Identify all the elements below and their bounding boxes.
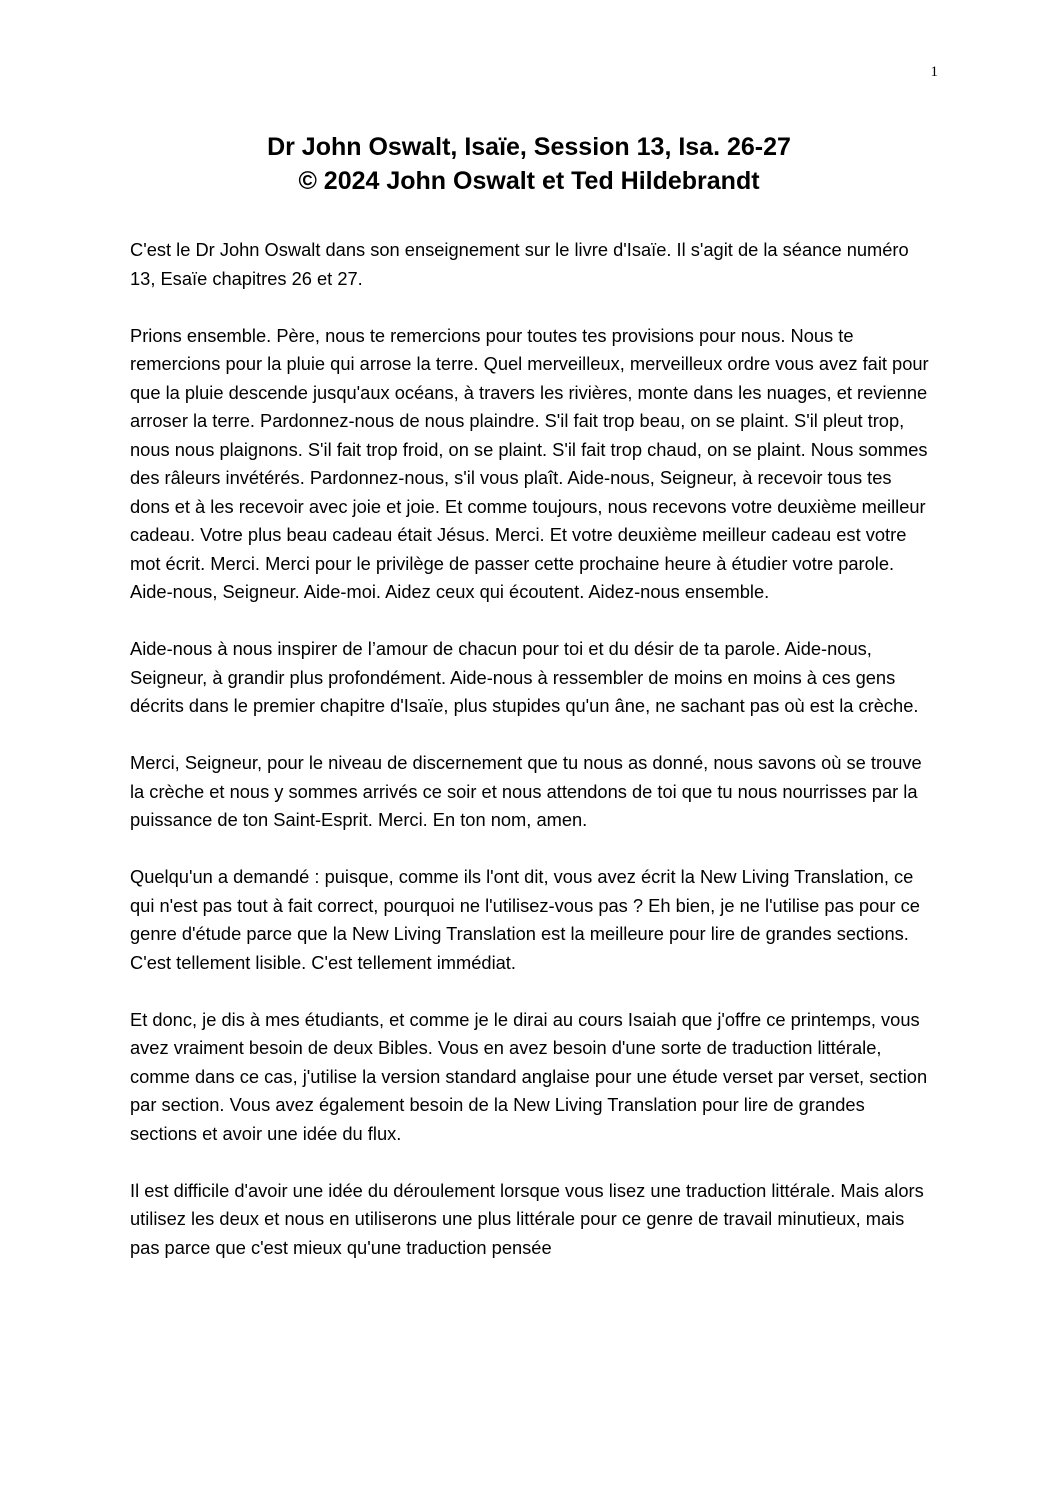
paragraph-3: Aide-nous à nous inspirer de l’amour de chacun pour toi et du désir de ta parole. Aide-nous, Seigneur, à grandir plus profondément. Aide-nous à ressembler de moins en moins à ces gens décrits dans le premier chapitre d'Isaïe, plus stupides qu'un âne, ne sachant pas où est la crèche. — [130, 638, 919, 716]
document-title — [0, 130, 1058, 198]
paragraph-6: Et donc, je dis à mes étudiants, et comme je le dirai au cours Isaiah que j'offre ce printemps, vous avez vraiment besoin de deux Bibles. Vous en avez besoin d'une sorte de traduction littérale, comme dans ce cas, j'utilise la version standard anglaise pour une étude verset par verset, section par section. Vous avez également besoin de la New Living Translation pour lire de grandes sections et avoir une idée du flux. — [130, 1008, 928, 1144]
page-number: 1 — [930, 64, 938, 80]
paragraph-5: Quelqu'un a demandé : puisque, comme ils l'ont dit, vous avez écrit la New Living Translation, ce qui n'est pas tout à fait correct, pourquoi ne l'utilisez-vous pas ? Eh bien, je ne l'utilise pas pour ce genre d'étude parce que la New Living Translation est la meilleure pour lire de grandes sections. C'est tellement lisible. C'est tellement immédiat. — [130, 866, 920, 973]
paragraph-2: Prions ensemble. Père, nous te remercions pour toutes tes provisions pour nous. Nous te remercions pour la pluie qui arrose la terre. Quel merveilleux, merveilleux ordre vous avez fait pour que la pluie descende jusqu'aux océans, à travers les rivières, monte dans les nuages, et revienne arroser la terre. Pardonnez-nous de nous plaindre. S'il fait trop beau, on se plaint. S'il pleut trop, nous nous plaignons. S'il fait trop froid, on se plaint. S'il fait trop chaud, on se plaint. Nous sommes des râleurs invétérés. Pardonnez-nous, s'il vous plaît. Aide-nous, Seigneur, à recevoir tous tes dons et à les recevoir avec joie et joie. Et comme toujours, nous recevons votre deuxième meilleur cadeau. Votre plus beau cadeau était Jésus. Merci. Et votre deuxième meilleur cadeau est votre mot écrit. Merci. Merci pour le privilège de passer cette prochaine heure à étudier votre parole. Aide-nous, Seigneur. Aide-moi. Aidez ceux qui écoutent. Aidez-nous ensemble. — [130, 324, 929, 602]
document-body — [130, 236, 930, 1291]
paragraph-7: Il est difficile d'avoir une idée du déroulement lorsque vous lisez une traduction littérale. Mais alors utilisez les deux et nous en utiliserons une plus littérale pour ce genre de travail minutieux, mais pas parce que c'est mieux qu'une traduction pensée — [130, 1179, 924, 1258]
title-line-1: Dr John Oswalt, Isaïe, Session 13, Isa. 26-27 — [267, 133, 791, 161]
paragraph-4: Merci, Seigneur, pour le niveau de discernement que tu nous as donné, nous savons où se trouve la crèche et nous y sommes arrivés ce soir et nous attendons de toi que tu nous nourrisses par la puissance de ton Saint-Esprit. Merci. En ton nom, amen. — [130, 752, 922, 830]
title-line-2: © 2024 John Oswalt et Ted Hildebrandt — [298, 167, 760, 195]
paragraph-1: C'est le Dr John Oswalt dans son enseignement sur le livre d'Isaïe. Il s'agit de la séance numéro 13, Esaïe chapitres 26 et 27. — [130, 239, 909, 289]
